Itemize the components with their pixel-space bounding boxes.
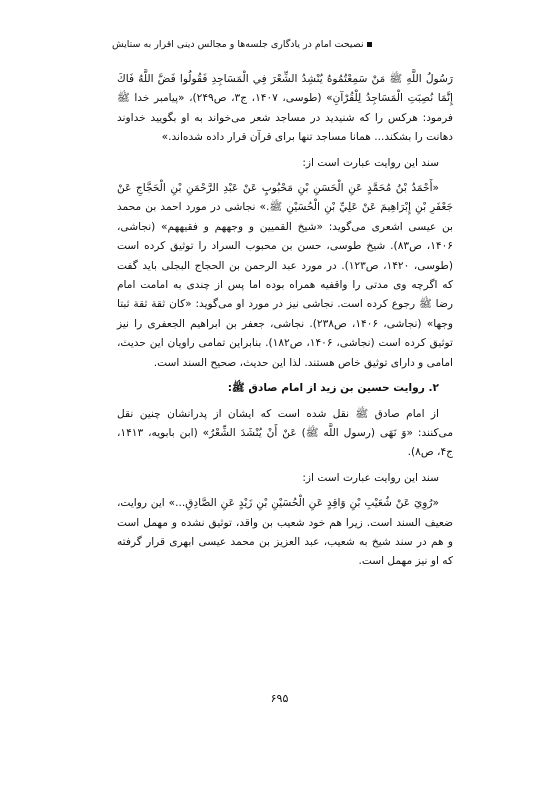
section-heading-2: ۲. روایت حسین بن زید از امام صادق ﷺ: — [227, 382, 439, 395]
paragraph-7: «رُوِيَ عَنْ شُعَيْبِ بْنِ وَاقِدٍ عَنِ الْحُسَيْنِ بْنِ زَيْدٍ عَنِ الصَّادِقِ...» این روایت، ضعیف السند است. زیرا هم خود شعیب بن واقد، توثیق نشده و مهمل است و هم در سند شیخ به شعیب، عبد العزیز بن محمد عیسی ابهری قرار گرفته که او نیز مهمل است. — [117, 497, 453, 568]
header-title: نصیحت امام در یادگاری جلسه‌ها و مجالس دینی اقرار به ستایش — [112, 39, 364, 50]
page-number: ۶۹۵ — [270, 692, 289, 705]
paragraph-2: سند این روایت عبارت است از: — [302, 156, 439, 169]
running-header — [112, 36, 458, 54]
header-marker-icon — [367, 42, 372, 47]
paragraph-5: از امام صادق ﷺ نقل شده است که ایشان از پدرانشان چنین نقل می‌کنند: «وَ نَهَى (رسول اللَّه ﷺ) عَنْ أَنْ يُنْشَدَ الشِّعْرُ» (ابن بابویه، ۱۴۱۳، ج۴، ص۸). — [117, 407, 453, 459]
paragraph-6: سند این روایت عبارت است از: — [302, 471, 439, 484]
paragraph-1: رَسُولُ اللَّهِ ﷺ مَنْ سَمِعْتُمُوهُ يُنْشِدُ الشِّعْرَ فِي الْمَسَاجِدِ فَقُولُوا فَضَّ اللَّهُ فَاكَ إِنَّمَا نُصِبَتِ الْمَسَاجِدُ لِلْقُرْآنِ» (طوسی، ۱۴۰۷، ج۳، ص۲۴۹)، «پیامبر خدا ﷺ فرمود: هرکس را که شنیدید در مساجد شعر می‌خواند به او بگویید خداوند دهانت را بشکند... همانا مساجد تنها برای قرآن قرار داده شده‌اند.» — [117, 73, 453, 144]
paragraph-3: «أَحْمَدُ بْنُ مُحَمَّدٍ عَنِ الْحَسَنِ بْنِ مَحْبُوبٍ عَنْ عَبْدِ الرَّحْمَنِ بْنِ الْحَجَّاجِ عَنْ جَعْفَرِ بْنِ إِبْرَاهِيمَ عَنْ عَلِيِّ بْنِ الْحُسَيْنِ ﷺ.» نجاشی در مورد احمد بن محمد بن عیسی اشعری می‌گوید: «شیخ القمیین و وجههم و فقیههم» (نجاشی، ۱۴۰۶، ص۸۳). شیخ طوسی، حسن بن محبوب السراد را توثیق کرده است (طوسی، ۱۴۲۰، ص۱۲۳). در مورد عبد الرحمن بن الحجاج البجلی باید گفت که اگرچه وی مدتی را واقفیه همراه بوده اما پس از چندی به امامت امام رضا ﷺ رجوع کرده است. نجاشی نیز در مورد او می‌گوید: «کان ثقة ثقة ثبتا وجها» (نجاشی، ۱۴۰۶، ص۲۳۸). نجاشی، جعفر بن ابراهیم الجعفری را نیز توثیق کرده است (نجاشی، ۱۴۰۶، ص۱۸۲). بنابراین تمامی راویان این حدیث، امامی و دارای توثیق خاص هستند. لذا این حدیث، صحیح السند است. — [117, 182, 453, 369]
page-body — [117, 70, 453, 578]
